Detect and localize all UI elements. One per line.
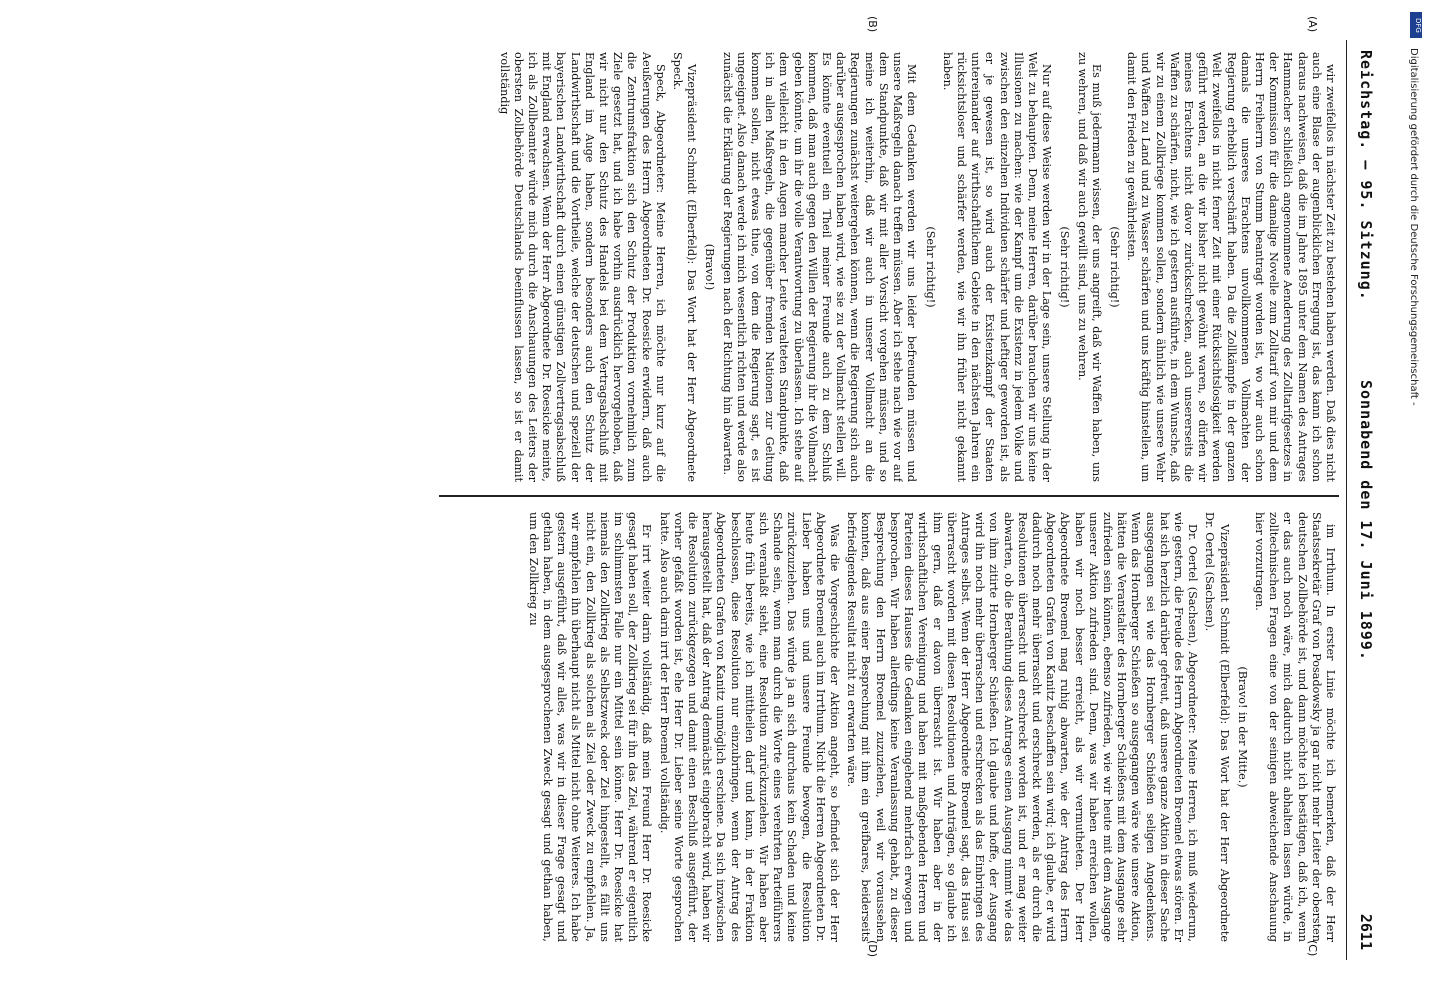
credit-text: Digitalisierung gefördert durch die Deutsche Forschungsgemeinschaft -: [1408, 48, 1419, 406]
left-note-2: (Sehr richtig!): [1058, 226, 1072, 308]
left-column: [457, 52, 1337, 482]
margin-marker-c: (C): [1306, 940, 1319, 957]
margin-marker-a: (A): [1306, 16, 1319, 33]
right-speaker-line: Vizepräsident Schmidt (Elberfeld): Das Wort hat der Herr Abgeordnete Dr. Oertel (Sachsen).: [1203, 512, 1231, 942]
right-paragraph-4: Was die Vorgeschichte der Aktion angeht, so befindet sich der Herr Abgeordnete Broemel auch im Irrthum. Nicht die Herren Abgeordneten Dr. Lieber haben uns und unsere Freunde bewogen, die Resolution zurückzuziehen. Das würde ja an sich durchaus kein Schaden und keine Schande sein, wenn man durch die Worte eines verehrten Parteiführers sich veranlaßt sieht, eine Resolution zurückzuziehen. Wir haben aber heute früh bereits, wie ich mittheilen darf und kann, in der Fraktion beschlossen, diese Resolution nur einzubringen, wenn der Antrag des Abgeordneten Grafen von Kanitz unmöglich erschiene. Da sich inzwischen herausgestellt hat, daß der Antrag demnächst eingebracht wird, haben wir die Resolution zurückgezogen und damit einen Beschluß ausgeführt, der vorher gefaßt worden ist, ehe Herr Dr. Lieber seine Worte gesprochen hatte. Also auch darin irrt der Herr Broemel vollständig.: [657, 512, 842, 942]
right-paragraph-3: Dr. Oertel (Sachsen), Abgeordneter: Meine Herren, ich muß wiederum, wie gestern, die Freude des Herrn Abgeordneten Broemel etwas stören. Er hat sich herzlich darüber gefreut, daß unsere ganze Aktion in dieser Sache ausgegangen sei wie das Hornberger Schießen seligen Angedenkens. Wenn das Hornberger Schießen so ausgegangen wäre wie unsere Aktion, hätten die Veranstalter des Hornberger Schießens mit dem Ausgange sehr zufrieden sein können, ebenso zufrieden, wie wir heute mit dem Ausgange unserer Aktion zufrieden sind. Denn, was wir haben erreichen wollen, haben wir noch besser erreicht, als wir vermutheten. Der Herr Abgeordnete Broemel mag ruhig abwarten, wie der Antrag des Herrn Abgeordneten Grafen von Kanitz beschaffen sein wird; ich glaube, er wird dadurch noch mehr überrascht und erschreckt werden, als er durch die Resolutionen überrascht und erschreckt worden ist, und er mag weiter abwarten, ob die Berathung dieses Antrages einen Ausgang nimmt wie das von ihm zitirte Hornberger Schießen. Ich glaube und hoffe, der Ausgang wird ihn noch mehr überraschen und erschrecken als das Einbringen des Antrages selbst. Wenn der Herr Abgeordnete Broemel sagt, das Haus sei überrascht worden mit diesen Resolutionen und Anträgen, so glaube ich ihm gern, daß er davon überrascht ist. Wir haben aber in der wirthschaftlichen Vereinigung und haben mit maßgebenden Herren und Parteien dieses Hauses die Gedanken eingehend mehrfach erwogen und besprochen. Wir haben allerdings keine Veranlassung gehabt, zu dieser Besprechung den Herrn Broemel zuzuziehen, weil wir voraussehen konnten, daß aus einer Besprechung mit ihm ein greifbares, beiderseits befriedigendes Resultat nicht zu erwarten wäre.: [845, 512, 1200, 942]
left-note-1: (Sehr richtig!): [1107, 226, 1121, 308]
digitization-credit: [1408, 8, 1428, 993]
left-speaker-line: Vizepräsident Schmidt (Elberfeld): Das Wort hat der Herr Abgeordnete Speck.: [671, 52, 699, 482]
page-header: [1349, 40, 1379, 960]
left-note-3: (Sehr richtig!): [923, 226, 937, 308]
sheet: [39, 16, 1379, 960]
column-rule: [439, 495, 1339, 497]
left-paragraph-6: Speck, Abgeordneter: Meine Herren, ich möchte nur kurz auf die Aeußerungen des Herrn Abgeordneten Dr. Roesicke erwidern, daß auch die Zentrumsfraktion sich den Schutz der Produktion vornehmlich zum Ziele gesetzt hat, und ich habe vorhin ausdrücklich hervorgehoben, daß wir nicht nur den Schutz des Handels bei dem Vertragsabschluß mit England im Auge haben, sondern besonders auch den Schutz der Landwirthschaft und die Vortheile, welche der deutschen und speziell der bayerischen Landwirthschaft durch einen günstigen Zollvertragsabschluß mit England erwachsen. Wenn der Herr Abgeordnete Dr. Roesicke meinte, ich als Zollbeamter würde mich durch die Anschauungen des Leiters der obersten Zollbehörde Deutschlands beeinflussen lassen, so ist er damit vollständig: [497, 52, 667, 482]
left-paragraph-1: wir zweifellos in nächster Zeit zu bestehen haben werden. Daß dies nicht auch eine Blase der augenblicklichen Erregung ist, das kann ich schon daraus nachweisen, daß die im Jahre 1895 unter dem Namen des Antrages Hammacher schließlich angenommene Aenderung des Zolltarifgesetzes in der Kommission für die damalige Novelle zum Zolltarif von mir und dem Herrn Freiherrn von Stumm beantragt worden ist, wo wir auch schon damals die unseres Erachtens unvollkommenen Vollmachten der Regierung erheblich verschärft haben. Da die Zollkämpfe in der ganzen Welt zweifellos in nicht ferner Zeit mit einer Rücksichtslosigkeit werden geführt werden, an die wir bisher nicht gewöhnt waren, so dürfen wir meines Erachtens nicht davor zurückschrecken, auch unsererseits die Waffen zu schärfen, nicht, wie ich gestern ausführte, in dem Wunsche, daß wir zu einem Zollkriege kommen sollen, sondern ähnlich wie unsere Wehr und Waffen zu Land und zu Wasser schärfen und uns kräftig hinstellen, um damit den Frieden zu gewährleisten.: [1125, 52, 1337, 482]
right-column: [457, 512, 1337, 942]
left-paragraph-2: Es muß jedermann wissen, der uns angreift, daß wir Waffen haben, uns zu wehren, und daß wir auch gewillt sind, uns zu wehren.: [1075, 52, 1103, 482]
page-number: 2611: [1357, 913, 1375, 950]
header-date: Sonnabend den 17. Juni 1899.: [1357, 380, 1375, 661]
left-note-4: (Bravo!): [703, 243, 717, 291]
margin-marker-d: (D): [866, 940, 879, 958]
header-rule: [1346, 40, 1347, 960]
right-paragraph-5: Er irrt weiter darin vollständig, daß mein Freund Herr Dr. Roesicke gesagt haben soll, der Zollkrieg sei für ihn das Ziel, während er eigentlich im schlimmsten Falle nur ein Mittel sein könne. Herr Dr. Roesicke hat niemals den Zollkrieg als Selbstzweck oder Ziel hingestellt, es fällt uns nicht ein, den Zollkrieg als solchen als Ziel oder Zweck zu empfehlen. Ja, wir empfehlen ihn überhaupt nicht als Mittel nicht ohne Weiteres. Ich habe gestern ausgeführt, daß wir alles, was wir in dieser Frage gesagt und gethan haben, in dem ausgesprochenen Zweck gesagt und gethan haben, um den Zollkrieg zu: [526, 512, 654, 942]
left-paragraph-4: Mit dem Gedanken werden wir uns leider befreunden müssen und unsere Maßregeln danach treffen müssen. Aber ich stehe nach wie vor auf dem Standpunkte, daß wir mit aller Vorsicht vorgehen müssen, und so meine ich weiterhin, daß wir auch in unserer Vollmacht an die Regierungen zunächst weitergehen können, wenn die Regierung sich auch darüber ausgesprochen haben wird, wie sie zu der Vollmacht stellen will. Es könnte eventuell ein Theil meiner Freunde auch zu dem Schluß kommen, daß man auch gegen den Willen der Regierung ihr die Vollmacht geben könnte, um ihr die volle Verantwortung zu überlassen. Ich stehe auf dem vielleicht in den Augen mancher Leute veralteten Standpunkte, daß ich in allen Maßregeln, die gegenüber fremden Nationen zur Geltung kommen sollen, nicht etwas thue, von dem die Regierung sagt, es ist ungeeignet. Also danach werde ich mich wesentlich richten und werde also zunächst die Erklärung der Regierungen nach der Richtung hin abwarten.: [720, 52, 919, 482]
margin-marker-b: (B): [866, 16, 879, 33]
header-left: Reichstag. — 95. Sitzung.: [1357, 50, 1375, 301]
right-paragraph-1: im Irrthum. In erster Linie möchte ich bemerken, daß der Herr Staatssekretär Graf von Posadowsky ja gar nicht mehr Leiter der obersten deutschen Zollbehörde ist, und dann möchte ich bestätigen, daß ich, wenn er das auch noch wäre, mich dadurch nicht abhalten lassen würde, in zolltechnischen Fragen eine von der seinigen abweichende Anschauung hier vorzutragen.: [1252, 512, 1337, 942]
right-note-1: (Bravo! in der Mitte.): [1235, 666, 1249, 788]
left-paragraph-3: Nur auf diese Weise werden wir in der Lage sein, unsere Stellung in der Welt zu behaupten. Denn, meine Herren, darüber brauchen wir uns keine Illusionen zu machen: wie der Kampf um die Existenz in jedem Volke und zwischen den einzelnen Individuen schärfer und heftiger geworden ist, als er je gewesen ist, so wird auch der Existenzkampf der Staaten untereinander auf wirthschaftlichem Gebiete in den nächsten Jahren ein rücksichtsloser und schärfer werden, wie wir ihn früher nicht gekannt haben.: [940, 52, 1054, 482]
dfg-logo: DFG: [1410, 12, 1422, 38]
